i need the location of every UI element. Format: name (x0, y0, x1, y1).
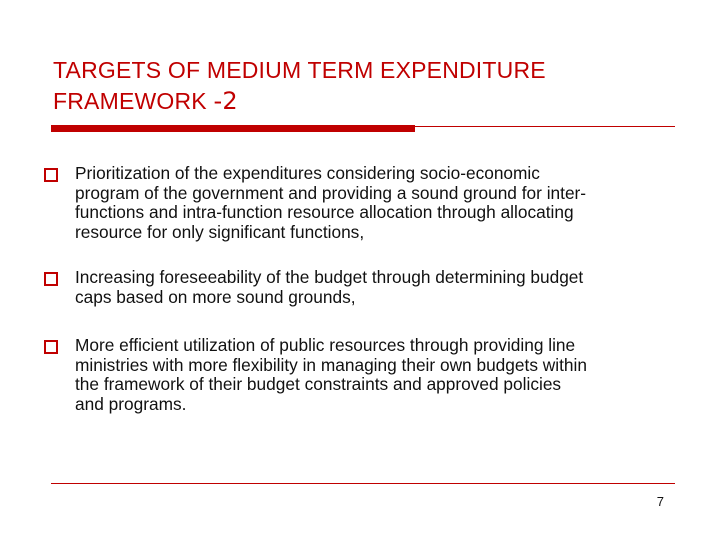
bullet-2-line-2: caps based on more sound grounds, (75, 286, 356, 307)
page-number: 7 (656, 494, 664, 509)
title-line-1: TARGETS OF MEDIUM TERM EXPENDITURE (53, 57, 546, 83)
bullet-1-line-1: Prioritization of the expenditures considering socio-economic (75, 163, 540, 183)
title-underline-thick (51, 125, 415, 132)
bullet-3-line-2: ministries with more flexibility in managing their own budgets within (75, 354, 587, 375)
bullet-1-line-2: program of the government and providing a sound ground for inter- (75, 182, 587, 203)
bullet-1-line-4: resource for only significant functions, (75, 221, 365, 242)
bullet-3-line-3: the framework of their budget constraints and approved policies (75, 374, 562, 394)
bullet-3-line-4: and programs. (75, 393, 187, 414)
bullet-1-line-3: functions and intra-function resource allocation through allocating (75, 202, 574, 222)
bullet-2-line-1: Increasing foreseeability of the budget through determining budget (75, 267, 584, 287)
title-line-2-text: FRAMEWORK (53, 88, 207, 114)
bullet-3-line-1: More efficient utilization of public resources through providing line (75, 335, 576, 355)
title-line-2 (53, 86, 673, 117)
hollow-square-icon (44, 340, 58, 354)
bullet-text-1 (75, 164, 675, 242)
hollow-square-icon (44, 272, 58, 286)
bullet-text-2 (75, 268, 675, 307)
slide-title (53, 55, 673, 117)
footer-rule (51, 483, 675, 484)
title-line-2-number: -2 (213, 87, 238, 115)
bullet-text-3 (75, 336, 675, 414)
title-underline-thin (415, 126, 675, 127)
hollow-square-icon (44, 168, 58, 182)
